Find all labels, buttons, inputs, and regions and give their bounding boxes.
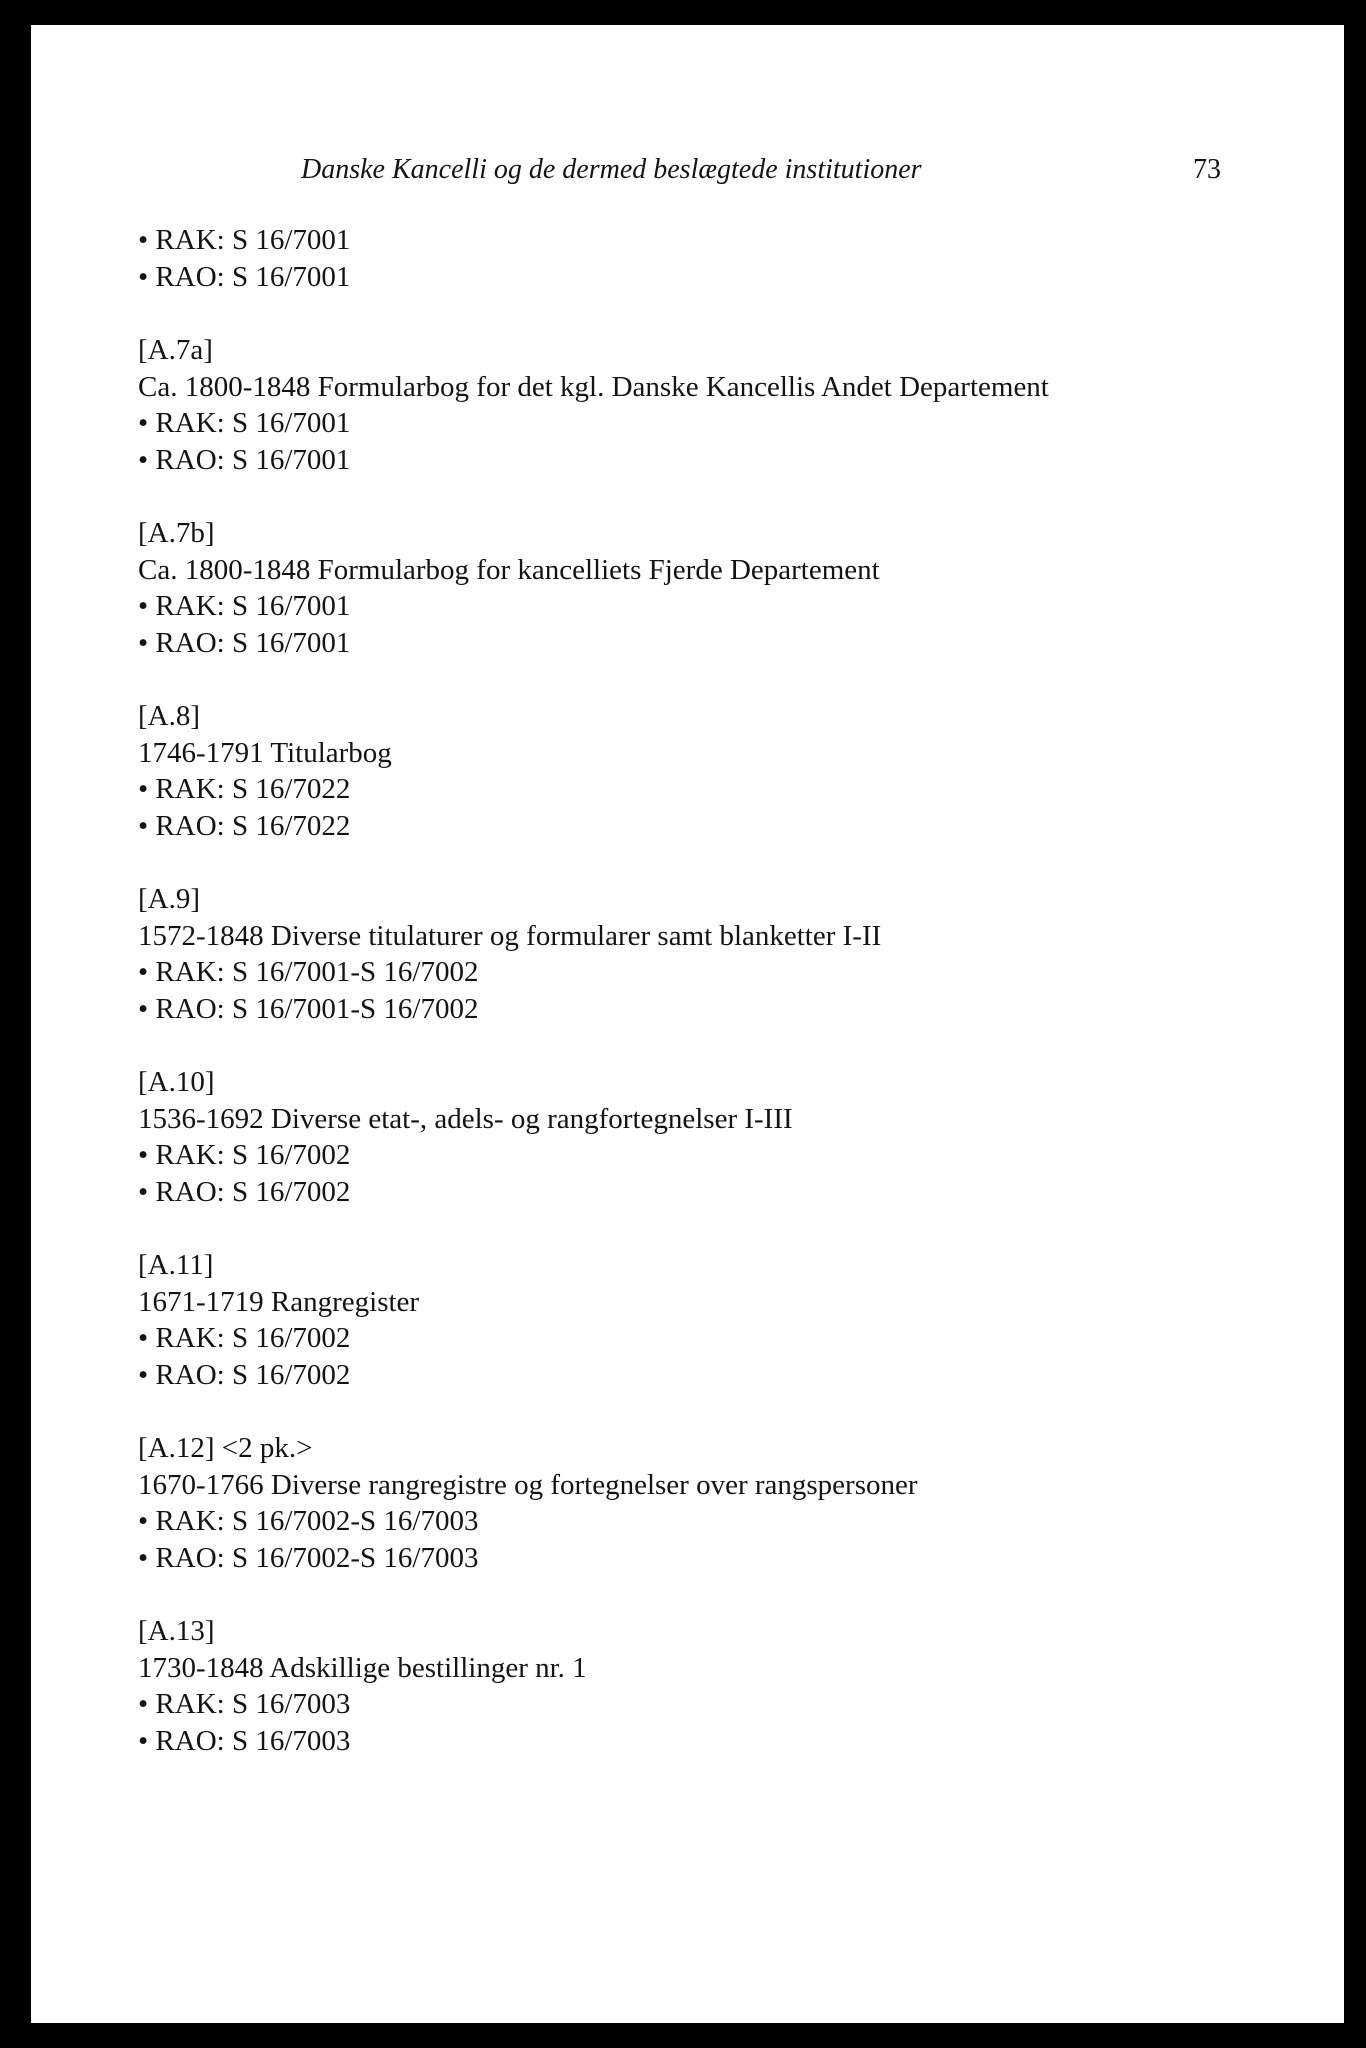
entry-title: 1730-1848 Adskillige bestillinger nr. 1 <box>138 1651 587 1684</box>
entry-ref: [A.11] <box>138 1249 214 1281</box>
entry-ref: [A.12] <2 pk.> <box>138 1432 313 1464</box>
header-title: Danske Kancelli og de dermed beslægtede institutioner <box>301 154 922 185</box>
entry-title: 1746-1791 Titularbog <box>138 736 392 769</box>
entry-rak: • RAK: S 16/7002 <box>138 1320 1238 1357</box>
entry-title: Ca. 1800-1848 Formularbog for det kgl. Danske Kancellis Andet Departement <box>138 370 1049 403</box>
entry-rao: • RAO: S 16/7001-S 16/7002 <box>138 991 1238 1028</box>
entry-rao: • RAO: S 16/7001 <box>138 625 1238 662</box>
entry-rao: • RAO: S 16/7022 <box>138 808 1238 845</box>
entry-rao: • RAO: S 16/7002-S 16/7003 <box>138 1540 1238 1577</box>
running-header <box>301 150 1221 190</box>
page-number: 73 <box>1193 154 1221 185</box>
entry-rak: • RAK: S 16/7003 <box>138 1686 1238 1723</box>
entry-title: Ca. 1800-1848 Formularbog for kancelliets Fjerde Departement <box>138 553 880 586</box>
document-page <box>31 25 1344 2023</box>
entry-a8 <box>138 698 1238 844</box>
entry-rao: • RAO: S 16/7003 <box>138 1723 1238 1760</box>
entry-title: 1671-1719 Rangregister <box>138 1285 420 1318</box>
entry-ref: [A.8] <box>138 700 201 732</box>
entry-title: 1670-1766 Diverse rangregistre og fortegnelser over rangspersoner <box>138 1468 918 1501</box>
entry-a11 <box>138 1247 1238 1393</box>
entry-rak: • RAK: S 16/7001 <box>138 588 1238 625</box>
entry-rao: • RAO: S 16/7002 <box>138 1174 1238 1211</box>
intro-rao: • RAO: S 16/7001 <box>138 259 1238 296</box>
entry-rao: • RAO: S 16/7001 <box>138 442 1238 479</box>
intro-rak: • RAK: S 16/7001 <box>138 222 1238 259</box>
entry-rak: • RAK: S 16/7001-S 16/7002 <box>138 954 1238 991</box>
entry-a7b <box>138 515 1238 661</box>
entry-ref: [A.13] <box>138 1615 215 1647</box>
entry-a7a <box>138 332 1238 478</box>
entry-ref: [A.7a] <box>138 334 213 366</box>
entry-ref: [A.9] <box>138 883 201 915</box>
entry-ref: [A.7b] <box>138 517 215 549</box>
entry-rak: • RAK: S 16/7001 <box>138 405 1238 442</box>
entry-ref: [A.10] <box>138 1066 215 1098</box>
entry-a10 <box>138 1064 1238 1210</box>
entry-rao: • RAO: S 16/7002 <box>138 1357 1238 1394</box>
entry-a9 <box>138 881 1238 1027</box>
entry-title: 1572-1848 Diverse titulaturer og formularer samt blanketter I-II <box>138 919 882 952</box>
entry-a12 <box>138 1430 1238 1576</box>
entry-rak: • RAK: S 16/7022 <box>138 771 1238 808</box>
intro-block <box>138 222 1238 295</box>
entry-rak: • RAK: S 16/7002-S 16/7003 <box>138 1503 1238 1540</box>
entry-a13 <box>138 1613 1238 1759</box>
entry-rak: • RAK: S 16/7002 <box>138 1137 1238 1174</box>
entry-title: 1536-1692 Diverse etat-, adels- og rangfortegnelser I-III <box>138 1102 793 1135</box>
document-body <box>138 222 1238 1759</box>
